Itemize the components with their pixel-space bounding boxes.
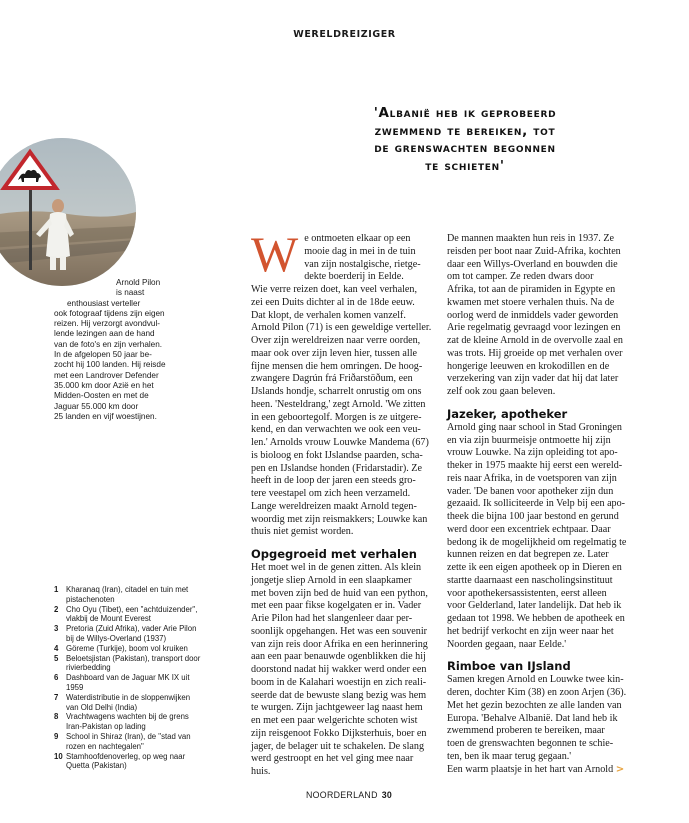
photo-caption (54, 278, 184, 422)
body-line: len.' Arnolds vrouw Louwke Mandema (67) (251, 437, 429, 448)
caption-line: van de foto's en zijn verhalen. (54, 339, 163, 349)
body-line: Arie Pilon had het slangenleer daar per- (251, 613, 413, 624)
quote-line: de grenswachten begonnen (374, 140, 556, 156)
continue-arrow-icon: > (615, 763, 625, 775)
legend-text: Cho Oyu (Tibet), een "achtduizender", vlakbij de Mount Everest (66, 604, 198, 624)
body-line: werd door een excentriek echtpaar. Daar (447, 523, 611, 535)
body-line: was trots. Hij groeide op met verhalen over (447, 347, 623, 359)
legend-number: 3 (54, 624, 59, 634)
body-line: reis naar Afrika, in de voetsporen van zijn (447, 472, 617, 484)
section-heading: Jazeker, apotheker (447, 406, 568, 421)
section-heading: Opgegroeid met verhalen (251, 547, 417, 561)
legend-number: 6 (54, 673, 59, 683)
body-line: theek die bijna 100 jaar bestond en gerund (447, 511, 619, 522)
legend-text: Vrachtwagens wachten bij de grens Iran-Pakistan op lading (66, 712, 189, 732)
body-line: Wie verre reizen doet, kan veel verhalen, (251, 284, 417, 295)
body-line: zwangere Dagrún frá Friðarstöðum, een (251, 373, 413, 385)
body-line: toen de grenswachten begonnen te schie- (447, 738, 614, 749)
quote-line: zwemmend te bereiken, tot (374, 122, 556, 139)
body-line: van zijn nostalgische, rietge- (304, 258, 421, 270)
body-line: werd gestroopt en het vel ging mee naar (251, 753, 414, 765)
body-line: pen en IJslandse honden (Fridarstadir). Ze (251, 462, 422, 474)
legend-number: 10 (54, 751, 63, 761)
caption-line: zocht hij 100 landen. Hij reisde (54, 360, 166, 370)
quote-line: te schieten' (425, 157, 505, 174)
body-line: Het moet wel in de genen zitten. Als klein (251, 562, 422, 573)
legend-text: Waterdistributie in de sloppenwijken van Old Delhi (India) (66, 692, 191, 712)
body-line: tere veestapel om zich heen verzameld. (251, 488, 411, 499)
legend-item (54, 673, 204, 693)
intro-paragraph (447, 233, 635, 399)
legend-text: Pretoria (Zuid Afrika), vader Arie Pilon bij de Willys-Overland (1937) (66, 624, 197, 643)
body-line: Over zijn wereldreizen naar verre oorden, (251, 335, 421, 346)
body-line: vrouw Louwke. Na zijn opleiding tot apo- (447, 447, 618, 459)
photo-legend (54, 585, 204, 771)
body-line: Europa. 'Behalve Albanië. Dat land heb ik (447, 712, 618, 724)
body-line: woordig met zijn reismakkers; Louwke kan (251, 513, 428, 525)
body-line: voor apothekersassistenten, eerst alleen (447, 587, 607, 599)
article-column-1 (251, 226, 441, 779)
legend-text: School in Shiraz (Iran), de "stad van rozen en nachtegalen" (66, 731, 191, 751)
body-line: bedong ik de mogelijkheid om regelmatig te (447, 536, 627, 548)
body-line: theker in 1975 maakte hij eerst een wereld- (447, 460, 623, 471)
intro-paragraph (251, 284, 441, 539)
legend-text: Kharanaq (Iran), citadel en tuin met pistachenoten (66, 585, 189, 604)
body-line: De mannen maakten hun reis in 1937. Ze (447, 233, 615, 244)
body-line: gezaaid. Ik solliciteerde in Velp bij een apo- (447, 498, 626, 510)
body-line: heen. 'Nesteldrang,' zegt Arnold. 'We zitten (251, 398, 426, 410)
body-line: soonlijk opgehangen. Het was een souvenir (251, 625, 428, 637)
body-line: seerde dat de bewuste slang bezig was hem (251, 689, 427, 701)
body-line: vader. 'De banen voor apotheker zijn dun (447, 485, 614, 497)
body-line: zat de kleine Arnold in de overvolle zaal en (447, 335, 623, 346)
pull-quote (330, 105, 600, 175)
legend-item (54, 654, 204, 674)
body-line: deren, dochter Kim (38) en zoon Arjen (36). (447, 687, 627, 698)
article-column-2 (447, 233, 635, 776)
body-line: verzekering van zijn vader dat hij dat later (447, 373, 619, 385)
body-line: dekte boerderij in Eelde. (304, 271, 404, 283)
desert-road-sign-image (0, 138, 136, 286)
body-line: kunnen reizen en dat begrepen ze. Later (447, 549, 609, 561)
body-line: Afrika, tot aan de piramiden in Egypte en (447, 284, 616, 295)
body-line: van zijn reis door Afrika en een herinnering (251, 638, 428, 650)
caption-line: met een Landrover Defender (54, 370, 159, 380)
caption-line: Arnold Pilon (116, 278, 161, 287)
legend-number: 5 (54, 653, 59, 663)
body-line: Arie regelmatig gevraagd voor lezingen en (447, 322, 621, 334)
section-label: WERELDREIZIGER (293, 29, 396, 40)
body-line: Dat klopt, de verhalen komen vanzelf. (251, 309, 406, 321)
body-line: zei een Duits dichter al in de 18de eeuw. (251, 296, 415, 308)
body-line: Arnold Pilon (71) is een geweldige verteller. (251, 322, 432, 334)
legend-item (54, 712, 204, 732)
body-line: Lange wereldreizen maakt Arnold tegen- (251, 500, 417, 512)
body-line: Arnold ging naar school in Stad Groningen (447, 421, 622, 433)
body-line: voor Gelderland, later landelijk. Dat heb ik (447, 600, 622, 612)
body-line: met boven zijn bed de huid van een python, (251, 587, 428, 599)
legend-item (54, 624, 204, 644)
body-line: Met het gezin bezochten ze alle landen van (447, 699, 622, 711)
caption-line: Midden-Oosten en met de (54, 391, 149, 401)
body-line: zijn reisgenoot Fokko Dijksterhuis, boer en (251, 727, 427, 739)
body-line: aan een paar benauwde ogenblikken die hij (251, 651, 426, 663)
legend-item (54, 605, 204, 625)
body-line: doorstond nadat hij wakker werd onder een (251, 664, 427, 675)
legend-item (54, 585, 204, 605)
body-line: daar een Willys-Overland en bouwden die (447, 258, 618, 270)
legend-text: Dashboard van de Jaguar MK IX uit 1959 (66, 673, 190, 692)
magazine-name: NOORDERLAND (306, 790, 378, 800)
caption-line: ook fotograaf tijdens zijn eigen (54, 308, 165, 318)
section-paragraph (447, 674, 635, 776)
body-line: zelf ook zou gaan beleven. (447, 386, 556, 397)
body-line: zette ik een eigen apotheek op in Dieren en (447, 562, 622, 573)
body-line: oorlog werd de inmiddels vader geworden (447, 309, 619, 321)
body-line: jongetje sliep Arnold in een slaapkamer (251, 574, 412, 586)
body-line: reisden per boot naar Zuid-Afrika, kochten (447, 245, 621, 257)
legend-item (54, 644, 204, 654)
body-line: mooie dag in mei in de tuin (304, 245, 416, 257)
body-line: Samen kregen Arnold en Louwke twee kin- (447, 674, 624, 686)
body-line: fijne mensen die hem omringen. De hoog- (251, 360, 423, 372)
section-paragraph (251, 562, 441, 779)
body-line: kend, en dan verwachten we ook een veu- (251, 424, 421, 436)
legend-text: Beloetsjistan (Pakistan), transport door rivierbedding (66, 653, 201, 673)
caption-line: lende lezingen aan de hand (54, 329, 155, 339)
body-line: zwemmend proberen te bereiken, maar (447, 725, 605, 737)
caption-line: enthousiast verteller (67, 298, 141, 308)
body-line: en via zijn buurmeisje ontmoette hij zijn (447, 434, 611, 446)
body-line: om tot camper. Ze reden dwars door (447, 271, 594, 283)
legend-number: 8 (54, 712, 59, 722)
body-line: in een geboortegolf. Morgen is ze uitgere- (251, 411, 422, 423)
legend-item (54, 693, 204, 713)
section-paragraph (447, 422, 635, 652)
page-footer (306, 790, 392, 800)
body-line: boom in de Kalahari woestijn en zich reali- (251, 676, 427, 688)
page-number: 30 (381, 790, 393, 800)
legend-text: Göreme (Turkije), boom vol kruiken (66, 643, 188, 653)
body-line: huis. (251, 766, 271, 777)
legend-number: 1 (54, 585, 59, 594)
body-line: het bedrijf verkocht en zijn weer naar het (447, 625, 614, 637)
caption-line: In de afgelopen 50 jaar be- (54, 350, 152, 360)
caption-line: 35.000 km door Azië en het (54, 380, 154, 390)
caption-line: is naast (116, 288, 145, 298)
body-line: e ontmoeten elkaar op een (304, 233, 411, 244)
body-line-text: Een warm plaatsje in het hart van Arnold (447, 763, 614, 775)
body-line: jager, de belager uit te schakelen. De slang (251, 740, 425, 752)
body-line: en met een paar welgerichte schoten wist (251, 715, 418, 726)
body-line: ten, ben ik maar terug gegaan.' (447, 750, 572, 762)
body-line: maar ook over zijn leven hier, tussen alle (251, 347, 418, 359)
body-line: IJslands hondje, scharrelt onrustig om ons (251, 386, 422, 397)
caption-line: reizen. Hij verzorgt avondvul- (54, 319, 161, 329)
legend-item (54, 752, 204, 772)
body-line: thuis niet gemist worden. (251, 526, 354, 538)
legend-number: 2 (54, 604, 59, 614)
caption-line: Jaguar 55.000 km door (54, 401, 139, 411)
body-line: met een paar fikse kogelgaten er in. Vader (251, 600, 422, 612)
body-line: gedaan tot 1998. We hebben de apotheek en (447, 613, 625, 624)
drop-cap: W (251, 226, 299, 282)
caption-line: 25 landen en vijf woestijnen. (54, 411, 157, 421)
body-line: te wurgen. Zijn jachtgeweer lag naast hem (251, 702, 423, 714)
body-line: kwamen met stoere verhalen thuis. Na de (447, 296, 615, 308)
section-heading: Rimboe van IJsland (447, 659, 571, 674)
body-line: heeft in de loop der jaren een steeds gro- (251, 475, 416, 487)
body-line: startte daarnaast een nascholingsinstituut (447, 574, 613, 586)
body-line: Noorden gegaan, naar Eelde.' (447, 638, 567, 650)
body-line (447, 764, 635, 777)
legend-text: Stamhoofdenoverleg, op weg naar Quetta (Pakistan) (66, 751, 186, 771)
quote-line: 'Albanië heb ik geprobeerd (373, 105, 557, 121)
legend-number: 7 (54, 692, 59, 702)
legend-number: 9 (54, 731, 59, 741)
body-line: is bioloog en fokt IJslandse paarden, scha- (251, 449, 423, 461)
legend-item (54, 732, 204, 752)
portrait-photo (0, 138, 136, 286)
body-line: hongerige leeuwen en krokodillen en de (447, 360, 610, 372)
legend-number: 4 (54, 643, 59, 653)
